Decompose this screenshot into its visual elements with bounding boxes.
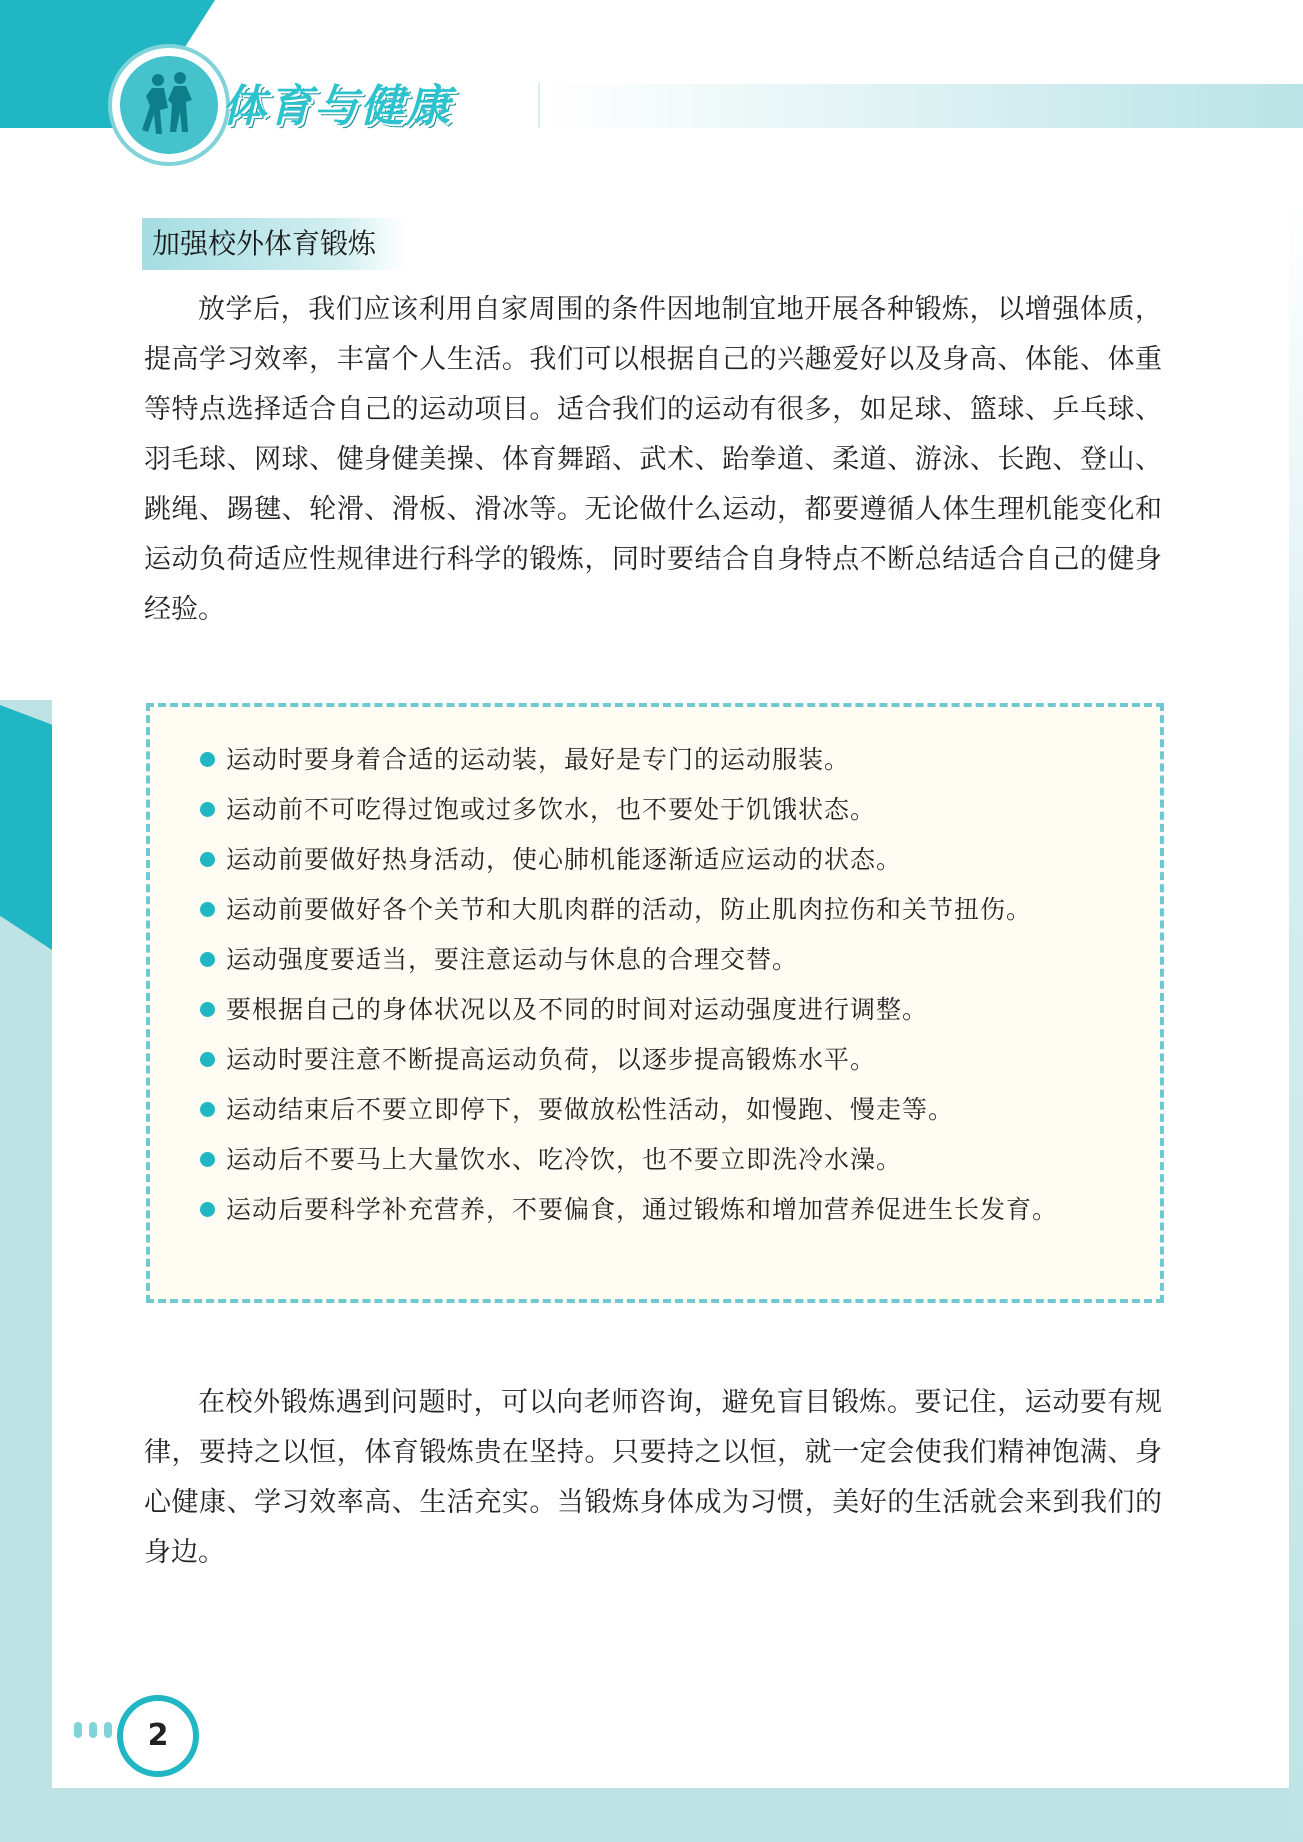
left-decor-accent — [0, 705, 52, 950]
bullet-dot-icon — [200, 852, 215, 867]
tip-item: 运动时要注意不断提高运动负荷，以逐步提高锻炼水平。 — [226, 1035, 1130, 1085]
athletes-icon — [136, 70, 202, 140]
bottom-decor-band — [0, 1788, 1303, 1842]
tip-item: 运动强度要适当，要注意运动与休息的合理交替。 — [226, 935, 1130, 985]
bullet-dot-icon — [200, 1002, 215, 1017]
bullet-dot-icon — [200, 1052, 215, 1067]
page-number: 2 — [117, 1695, 199, 1777]
bullet-dot-icon — [200, 752, 215, 767]
tip-item: 运动后不要马上大量饮水、吃冷饮，也不要立即洗冷水澡。 — [226, 1135, 1130, 1185]
tip-item: 运动结束后不要立即停下，要做放松性活动，如慢跑、慢走等。 — [226, 1085, 1130, 1135]
bullet-dot-icon — [200, 952, 215, 967]
tip-item: 要根据自己的身体状况以及不同的时间对运动强度进行调整。 — [226, 985, 1130, 1035]
body-paragraph-2: 在校外锻炼遇到问题时，可以向老师咨询，避免盲目锻炼。要记住，运动要有规律，要持之以恒，体育锻炼贵在坚持。只要持之以恒，就一定会使我们精神饱满、身心健康、学习效率高、生活充实。当锻炼身体成为习惯，美好的生活就会来到我们的身边。 — [144, 1387, 1162, 1568]
tip-item: 运动前要做好热身活动，使心肺机能逐渐适应运动的状态。 — [226, 835, 1130, 885]
page-number-dots — [74, 1722, 119, 1742]
tip-item: 运动前要做好各个关节和大肌肉群的活动，防止肌肉拉伤和关节扭伤。 — [226, 885, 1130, 935]
bullet-dot-icon — [200, 1102, 215, 1117]
book-title: 体育与健康 — [222, 81, 452, 132]
header-logo — [112, 48, 226, 162]
tips-list — [150, 707, 1160, 1235]
tip-item: 运动前不可吃得过饱或过多饮水，也不要处于饥饿状态。 — [226, 785, 1130, 835]
bullet-dot-icon — [200, 902, 215, 917]
tip-item: 运动后要科学补充营养，不要偏食，通过锻炼和增加营养促进生长发育。 — [226, 1185, 1130, 1235]
bullet-dot-icon — [200, 1202, 215, 1217]
header-bar — [545, 84, 1303, 128]
tip-item: 运动时要身着合适的运动装，最好是专门的运动服装。 — [226, 735, 1130, 785]
header-divider — [538, 82, 540, 128]
body-paragraph-1: 放学后，我们应该利用自家周围的条件因地制宜地开展各种锻炼，以增强体质，提高学习效率，丰富个人生活。我们可以根据自己的兴趣爱好以及身高、体能、体重等特点选择适合自己的运动项目。适合我们的运动有很多，如足球、篮球、乒乓球、羽毛球、网球、健身健美操、体育舞蹈、武术、跆拳道、柔道、游泳、长跑、登山、跳绳、踢毽、轮滑、滑板、滑冰等。无论做什么运动，都要遵循人体生理机能变化和运动负荷适应性规律进行科学的锻炼，同时要结合自身特点不断总结适合自己的健身经验。 — [144, 294, 1162, 625]
tips-box — [146, 703, 1164, 1303]
bullet-dot-icon — [200, 802, 215, 817]
right-decor-band — [1289, 200, 1303, 1842]
bullet-dot-icon — [200, 1152, 215, 1167]
section-heading: 加强校外体育锻炼 — [142, 218, 406, 270]
